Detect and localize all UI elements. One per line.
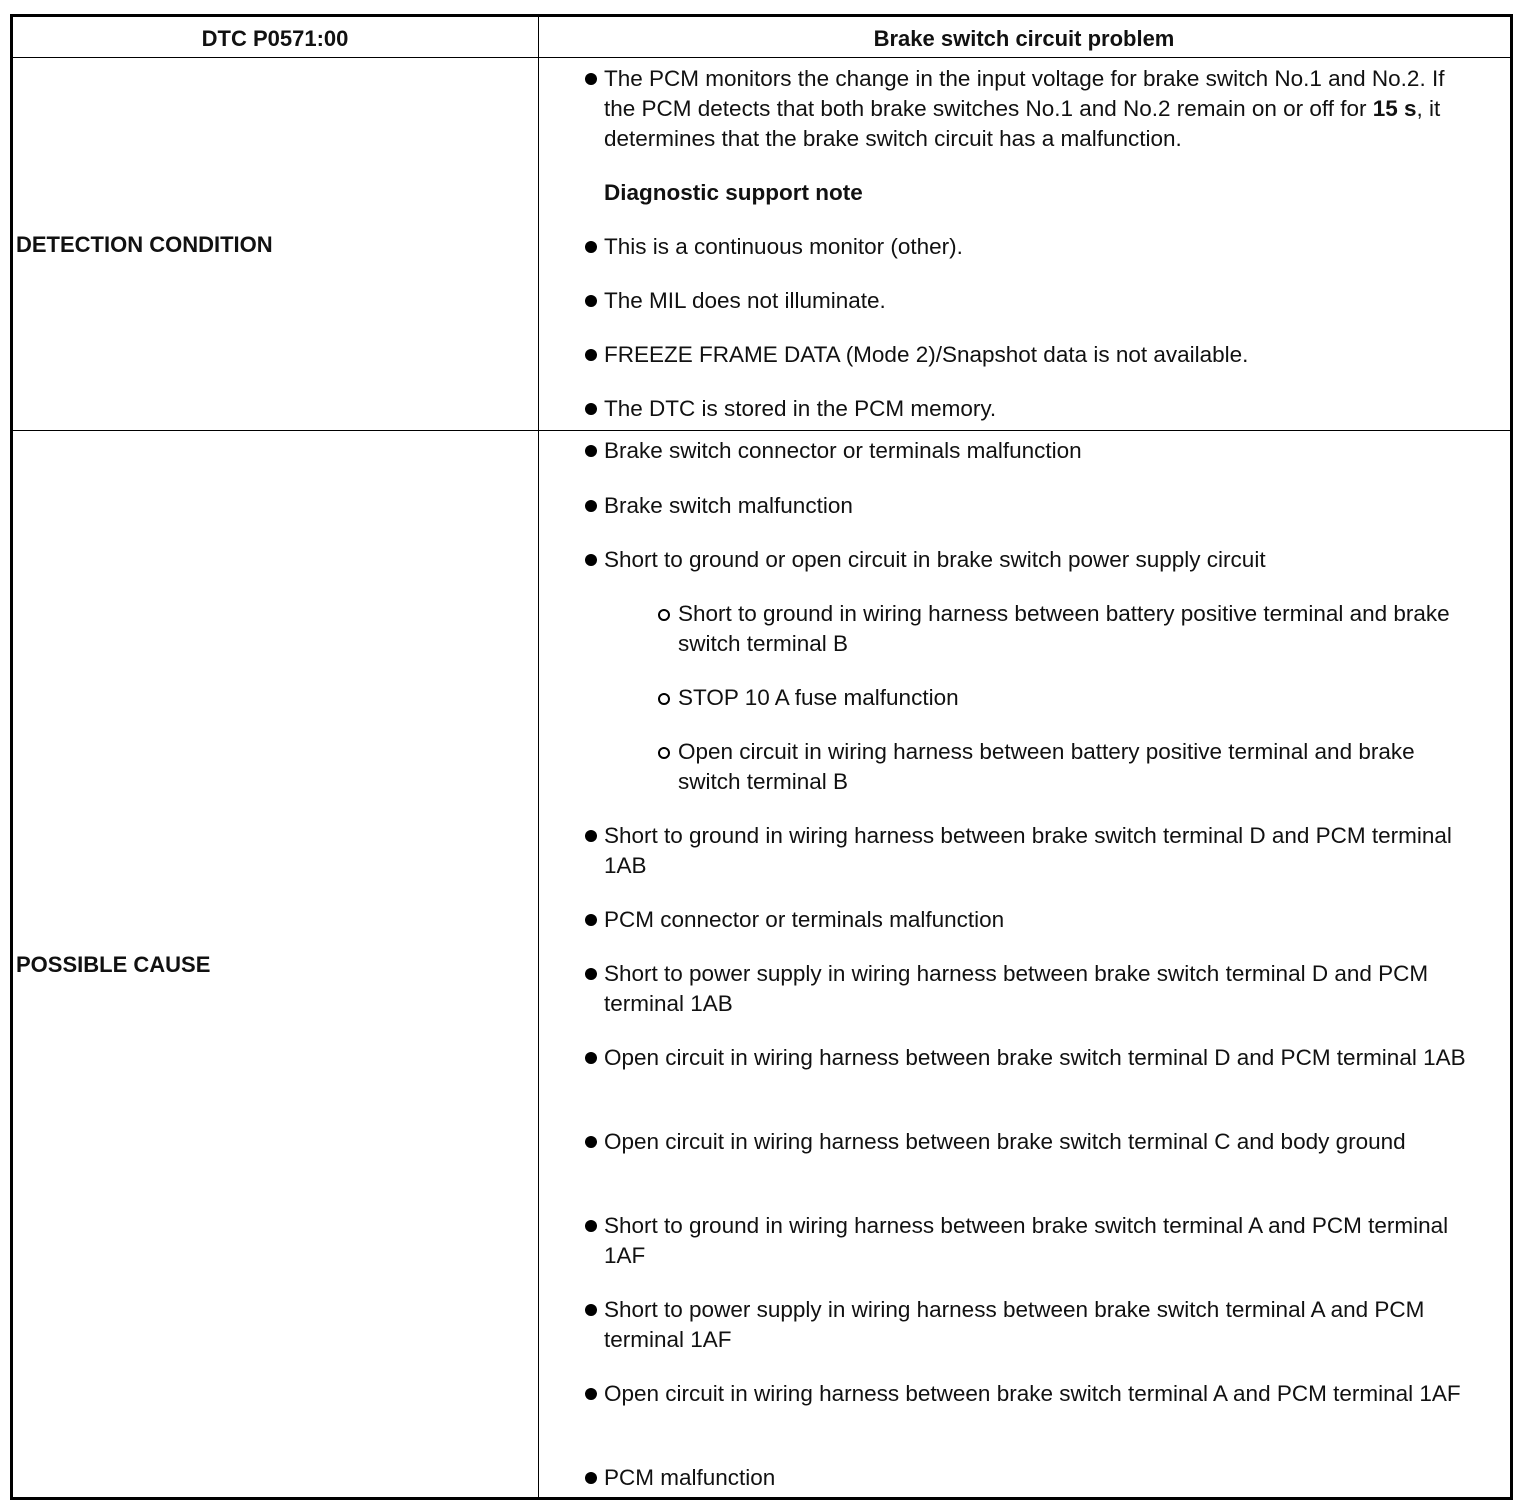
cause-item: PCM connector or terminals malfunction (604, 907, 1005, 932)
bullet-icon (585, 241, 597, 253)
cause-item: Short to ground or open circuit in brake switch power supply circuit (604, 547, 1266, 572)
diagnostic-support-note-title: Diagnostic support note (604, 180, 863, 205)
bullet-icon (585, 830, 597, 842)
bullet-icon (585, 1388, 597, 1400)
bullet-icon (585, 554, 597, 566)
cause-subitem: STOP 10 A fuse malfunction (678, 685, 959, 710)
cause-item: Open circuit in wiring harness between brake switch terminal D and PCM terminal 1AB (604, 1045, 1466, 1070)
cause-item: Brake switch malfunction (604, 493, 853, 518)
cause-subitem: Short to ground in wiring harness between battery positive terminal and brake switch terminal B (678, 601, 1450, 656)
possible-cause-label: POSSIBLE CAUSE (16, 952, 211, 977)
dtc-title: Brake switch circuit problem (873, 26, 1175, 51)
bullet-icon (585, 1052, 597, 1064)
cause-item: Short to power supply in wiring harness between brake switch terminal D and PCM terminal 1AB (604, 961, 1429, 1016)
bullet-icon (585, 1304, 597, 1316)
detection-note: FREEZE FRAME DATA (Mode 2)/Snapshot data is not available. (604, 342, 1249, 367)
sub-bullet-icon (658, 693, 670, 705)
bullet-icon (585, 968, 597, 980)
bullet-icon (585, 403, 597, 415)
detection-monitor-text: The PCM monitors the change in the input voltage for brake switch No.1 and No.2. If the PCM detects that both brake switches No.1 and No.2 remain on or off for 15 s, it determines that the brake switch circuit has a malfunction. (604, 66, 1445, 151)
bullet-icon (585, 1220, 597, 1232)
bullet-icon (585, 1136, 597, 1148)
cause-subitem: Open circuit in wiring harness between battery positive terminal and brake switch terminal B (678, 739, 1415, 794)
cause-item: Short to ground in wiring harness between brake switch terminal D and PCM terminal 1AB (604, 823, 1452, 878)
cause-item: Open circuit in wiring harness between brake switch terminal A and PCM terminal 1AF (604, 1381, 1461, 1406)
sub-bullet-icon (658, 609, 670, 621)
dtc-code: DTC P0571:00 (201, 26, 349, 51)
detection-note: This is a continuous monitor (other). (604, 234, 963, 259)
bullet-icon (585, 349, 597, 361)
cause-item: Short to ground in wiring harness between brake switch terminal A and PCM terminal 1AF (604, 1213, 1449, 1268)
detection-note: The DTC is stored in the PCM memory. (604, 396, 997, 421)
row-divider (13, 430, 1510, 431)
bullet-icon (585, 1472, 597, 1484)
column-divider (538, 17, 539, 1497)
bullet-icon (585, 500, 597, 512)
detection-note: The MIL does not illuminate. (604, 288, 886, 313)
bullet-icon (585, 445, 597, 457)
cause-item: PCM malfunction (604, 1465, 776, 1490)
cause-item: Open circuit in wiring harness between brake switch terminal C and body ground (604, 1129, 1406, 1154)
sub-bullet-icon (658, 747, 670, 759)
cause-item: Short to power supply in wiring harness between brake switch terminal A and PCM terminal 1AF (604, 1297, 1425, 1352)
bullet-icon (585, 73, 597, 85)
detection-condition-label: DETECTION CONDITION (16, 232, 273, 257)
header-divider (13, 57, 1510, 58)
bullet-icon (585, 295, 597, 307)
cause-item: Brake switch connector or terminals malfunction (604, 438, 1082, 463)
bullet-icon (585, 914, 597, 926)
